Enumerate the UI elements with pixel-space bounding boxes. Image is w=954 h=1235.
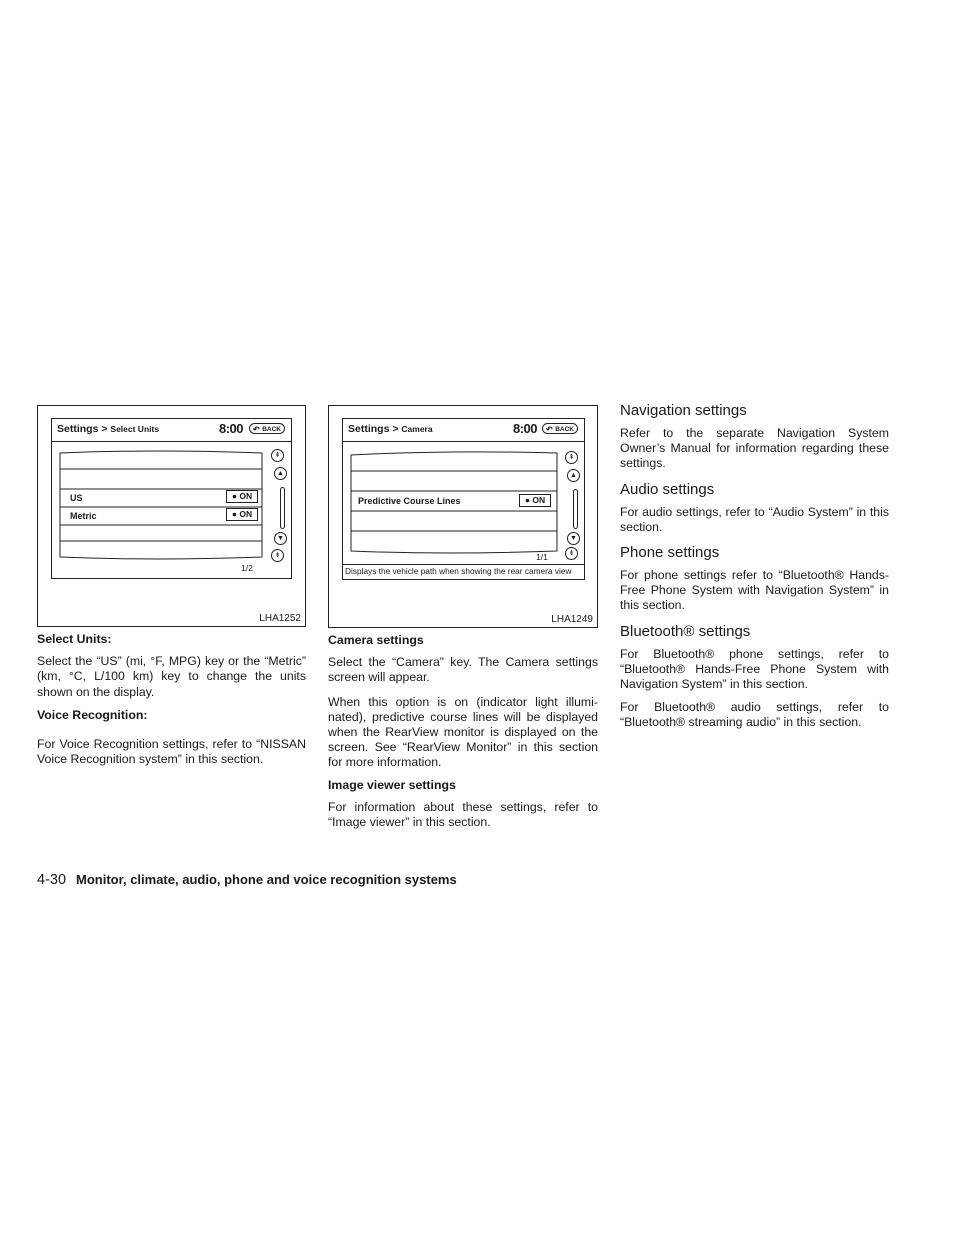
clock: 8:00 (513, 421, 538, 436)
scroll-top-icon[interactable]: ⇞ (271, 449, 284, 462)
scroll-down-icon[interactable]: ▼ (567, 532, 580, 545)
paragraph-camera-2: When this option is on (indicator light illumi-nated), predictive course lines will be displayed when the RearView monitor is displayed on the screen. See “RearView Monitor” in this section for more information. (328, 694, 598, 770)
heading-voice-recognition: Voice Recognition: (37, 707, 148, 722)
figure-camera (328, 405, 598, 628)
clock: 8:00 (219, 421, 244, 436)
heading-navigation-settings: Navigation settings (620, 402, 747, 419)
heading-image-viewer: Image viewer settings (328, 777, 456, 792)
page-indicator: 1/1 (536, 552, 548, 562)
scroll-top-icon[interactable]: ⇞ (565, 451, 578, 464)
middle-column (328, 633, 598, 838)
back-arrow-icon: ↶ (253, 425, 260, 434)
chapter-title: Monitor, climate, audio, phone and voice recognition systems (76, 872, 457, 887)
option-metric-label: Metric (70, 511, 97, 521)
paragraph-image-viewer: For information about these settings, refer to “Image viewer” in this section. (328, 799, 598, 830)
back-button[interactable]: ↶ BACK (542, 423, 578, 434)
scroll-bottom-icon[interactable]: ⇟ (271, 549, 284, 562)
scroll-up-icon[interactable]: ▲ (567, 469, 580, 482)
figure-code: LHA1252 (259, 613, 301, 624)
heading-audio-settings: Audio settings (620, 480, 715, 498)
paragraph-camera-1: Select the “Camera” key. The Camera settings screen will appear. (328, 655, 598, 685)
back-button[interactable]: ↶ BACK (249, 423, 285, 434)
paragraph-bluetooth-2: For Bluetooth® audio settings, refer to “Bluetooth® streaming audio” in this section. (620, 700, 889, 730)
paragraph-audio: For audio settings, refer to “Audio System” in this section. (620, 504, 889, 534)
option-list-frame (56, 447, 266, 567)
page-indicator: 1/2 (241, 563, 253, 573)
page-number: 4-30 (37, 872, 67, 888)
option-predictive-course-lines-label: Predictive Course Lines (358, 496, 461, 506)
scroll-bottom-icon[interactable]: ⇟ (565, 547, 578, 560)
heading-bluetooth-settings: Bluetooth® settings (620, 622, 751, 640)
paragraph-phone: For phone settings refer to “Bluetooth® Hands-Free Phone System with Navigation System” in this section. (620, 568, 889, 613)
screen-header (52, 419, 291, 442)
screen-title: Settings > Select Units (57, 423, 160, 435)
back-arrow-icon: ↶ (546, 425, 553, 434)
camera-settings-screen (342, 418, 585, 580)
scroll-down-icon[interactable]: ▼ (274, 532, 287, 545)
figure-code: LHA1249 (551, 614, 593, 625)
heading-phone-settings: Phone settings (620, 544, 720, 562)
paragraph-select-units: Select the “US” (mi, °F, MPG) key or the “Metric” (km, °C, L/100 km) key to change the units shown on the display. (37, 654, 306, 699)
screen-caption: Displays the vehicle path when showing the rear camera view (343, 564, 584, 579)
scrollbar[interactable] (573, 489, 578, 529)
figure-select-units (37, 405, 306, 627)
option-predictive-course-lines-toggle[interactable]: ● ON (519, 494, 551, 507)
left-column (37, 632, 306, 775)
heading-select-units: Select Units: (37, 632, 112, 646)
heading-camera-settings: Camera settings (328, 633, 424, 647)
option-metric-toggle[interactable]: ● ON (226, 508, 258, 521)
scroll-up-icon[interactable]: ▲ (274, 467, 287, 480)
screen-title: Settings > Camera (348, 423, 433, 435)
settings-screen (51, 418, 292, 579)
screen-header (343, 419, 584, 442)
page-footer (37, 872, 457, 888)
option-us-label: US (70, 493, 83, 503)
scrollbar[interactable] (280, 487, 285, 529)
paragraph-voice-recognition: For Voice Recognition settings, refer to “NISSAN Voice Recognition system” in this section. (37, 737, 306, 767)
paragraph-bluetooth-1: For Bluetooth® phone settings, refer to “Bluetooth® Hands-Free Phone System with Navigation System” in this section. (620, 646, 889, 692)
right-column (620, 402, 889, 739)
option-us-toggle[interactable]: ● ON (226, 490, 258, 503)
paragraph-navigation: Refer to the separate Navigation System Owner’s Manual for information regarding these settings. (620, 426, 889, 471)
